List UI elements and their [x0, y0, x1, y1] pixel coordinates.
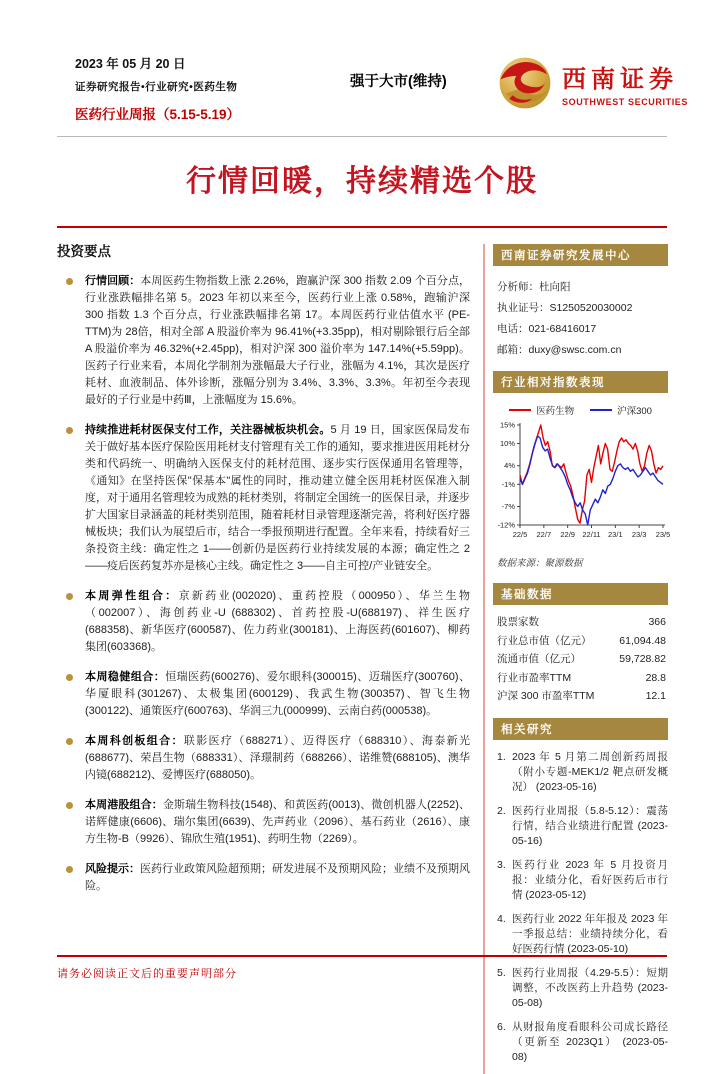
report-category: 证券研究报告•行业研究•医药生物 [75, 81, 238, 93]
related-research-item: 1. 2023 年 5 月第二周创新药周报 （附小专题-MEK1/2 靶点研发概况） (2023-05-16) [497, 750, 668, 793]
bullet-item [57, 797, 470, 848]
bullet-text: 本周稳健组合：恒瑞医药(600276)、爱尔眼科(300015)、迈瑞医疗(300760)、华厦眼科(301267)、太极集团(600129)、我武生物(300357)、智飞生物(300122)、通策医疗(600763)、华润三九(000999)、云南白药(000538)。 [85, 671, 470, 717]
sidebar [483, 244, 671, 1074]
index-chart-heading: 行业相对指数表现 [493, 371, 668, 393]
svg-text:22/5: 22/5 [512, 530, 528, 539]
svg-text:22/7: 22/7 [536, 530, 552, 539]
company-logo [497, 55, 688, 111]
basic-data-row: 流通市值（亿元） 59,728.82 [497, 653, 666, 665]
bullet-text: 行情回顾：本周医药生物指数上涨 2.26%，跑赢沪深 300 指数 2.09 个百分点，行业涨跌幅排名第 5。2023 年初以来至今，医药行业上涨 0.58%，跑输沪深 300 指数 1.3 个百分点，行业涨跌幅排名第 17。本周医药行业估值水平 (PE-TTM)为 28倍，相对全部 A 股溢价率为 96.41%(+3.35pp)，相对剔除银行后全部 A 股溢价率为 46.32%(+2.45pp)，相对沪深 300 溢价率为 147.14%(+5.59pp)。医药子行业来看，本周化学制剂为涨幅最大子行业，涨幅为 4.1%，其次是医疗耗材、血液制品、体外诊断，涨幅分别为 3.4%、3.3%、3.3%。年初至今表现最好的子行业是中药Ⅲ，上涨幅度为 15.6%。 [85, 275, 471, 406]
bullet-text: 本周弹性组合：京新药业(002020)、重药控股（000950）、华兰生物（002007）、海创药业-U (688302)、首药控股-U(688197)、祥生医疗(688358)、新华医疗(600587)、佐力药业(300181)、上海医药(601607)、柳药集团(603368)。 [85, 590, 470, 653]
basic-data-heading: 基础数据 [493, 583, 668, 605]
logo-name-cn: 西南证券 [562, 67, 678, 93]
svg-text:10%: 10% [499, 439, 515, 449]
svg-text:-7%: -7% [501, 501, 515, 511]
rating-badge: 强于大市(维持) [350, 74, 447, 90]
analyst-info-row: 执业证号：S1250520030002 [497, 302, 633, 314]
basic-data-row: 行业市盈率TTM 28.8 [497, 671, 666, 684]
report-series-title: 医药行业周报（5.15-5.19） [75, 107, 241, 122]
bullet-item [57, 669, 470, 720]
legend-swatch [590, 409, 612, 411]
report-date: 2023 年 05 月 20 日 [75, 57, 186, 71]
svg-text:23/3: 23/3 [631, 530, 647, 539]
analyst-info-row: 邮箱：duxy@swsc.com.cn [497, 344, 622, 356]
bullet-text: 持续推进耗材医保支付工作，关注器械板块机会。5 月 19 日，国家医保局发布关于做好基本医疗保险医用耗材支付管理有关工作的通知，要求推进医用耗材分类和代码统一、明确纳入医保支付的耗材范围、逐步实行医保通用名管理等，《通知》在坚持医保"保基本"属性的同时，推动建立健全医用耗材医保准入制度，对于通用名管理较为成熟的耗材类别，将制定全国统一的医保目录，并逐步扩大国家目录涵盖的耗材类别范围，随着耗材目录管理逐渐完善，将利好医疗器械板块；我们认为展望后市，结合一季报预期进行配置。全年来看，持续看好三条投资主线：确定性之 1——创新仍是医药行业持续发展的本源；确定性之 2——疫后医药复苏亦是核心主线。确定性之 3——自主可控/产业链安全。 [85, 424, 470, 572]
analyst-info [493, 266, 668, 371]
basic-data-row: 行业总市值（亿元） 61,094.48 [497, 634, 666, 647]
legend-swatch [509, 409, 531, 411]
bullet-item [57, 733, 470, 784]
bullet-dot-icon [66, 802, 73, 809]
related-research-heading: 相关研究 [493, 718, 668, 740]
legend-item: 沪深300 [590, 403, 652, 417]
research-center-heading: 西南证券研究发展中心 [493, 244, 668, 266]
legend-item: 医药生物 [509, 403, 574, 417]
bullet-text: 本周港股组合：金斯瑞生物科技(1548)、和黄医药(0013)、微创机器人(2252)、诺辉健康(6606)、瑞尔集团(6639)、先声药业（2096）、基石药业（2616）、康方生物-B（9926）、锦欣生殖(1951)、药明生物（2269）。 [85, 799, 471, 845]
index-chart-block [493, 393, 671, 583]
bullet-dot-icon [66, 674, 73, 681]
investment-points-heading: 投资要点 [57, 244, 111, 259]
bullet-item [57, 422, 470, 575]
header-divider [57, 136, 667, 137]
bullet-item [57, 588, 470, 656]
bullet-item [57, 273, 470, 409]
related-research-item: 3. 医药行业 2023 年 5 月投资月报：业绩分化，看好医药后市行情 (2023-05-12) [497, 858, 668, 901]
relative-index-chart [493, 419, 669, 541]
basic-data-row: 沪深 300 市盈率TTM 12.1 [497, 690, 666, 702]
related-research-item: 6. 从财报角度看眼科公司成长路径（更新至 2023Q1） (2023-05-08) [497, 1020, 668, 1063]
svg-text:22/11: 22/11 [582, 530, 601, 539]
related-research-item: 4. 医药行业 2022 年年报及 2023 年一季报总结：业绩持续分化，看好医药行情 (2023-05-10) [497, 912, 668, 955]
bullet-dot-icon [66, 593, 73, 600]
bullet-dot-icon [66, 427, 73, 434]
svg-text:23/5: 23/5 [655, 530, 671, 539]
footer [57, 955, 667, 982]
svg-text:22/9: 22/9 [560, 530, 575, 539]
related-research-list [493, 740, 668, 1065]
related-research-item: 5. 医药行业周报（4.29-5.5）：短期调整，不改医药上升趋势 (2023-05-08) [497, 966, 668, 1009]
svg-text:15%: 15% [499, 420, 515, 430]
title-divider [57, 226, 667, 228]
logo-text [562, 59, 688, 107]
svg-text:23/1: 23/1 [608, 530, 623, 539]
svg-text:4%: 4% [504, 461, 515, 471]
basic-data-table [493, 605, 668, 718]
footer-disclaimer: 请务必阅读正文后的重要声明部分 [57, 968, 237, 980]
analyst-info-row: 电话：021-68416017 [497, 323, 597, 335]
bullet-text: 本周科创板组合：联影医疗（688271）、迈得医疗（688310）、海泰新光(688677)、荣昌生物（688331）、泽璟制药（688266）、诺维赞(688105)、澳华内镜(688212)、爱博医疗(688050)。 [85, 735, 470, 781]
chart-source: 数据来源：聚源数据 [497, 559, 583, 569]
investment-points-column [57, 240, 470, 895]
related-research-item: 2. 医药行业周报（5.8-5.12）：震荡行情，结合业绩进行配置 (2023-05-16) [497, 804, 668, 847]
logo-globe-icon [497, 55, 553, 111]
analyst-info-row: 分析师：杜向阳 [497, 281, 571, 293]
logo-name-en: SOUTHWEST SECURITIES [562, 97, 689, 107]
bullet-dot-icon [66, 738, 73, 745]
bullet-item [57, 861, 470, 895]
bullet-dot-icon [66, 278, 73, 285]
bullet-text: 风险提示：医药行业政策风险超预期；研发进展不及预期风险；业绩不及预期风险。 [85, 863, 470, 892]
page-title: 行情回暖，持续精选个股 [186, 165, 538, 198]
bullet-list [57, 273, 470, 895]
chart-legend [493, 403, 668, 417]
report-header [75, 54, 355, 123]
basic-data-row: 股票家数 366 [497, 616, 666, 628]
svg-text:-12%: -12% [497, 520, 515, 530]
bullet-dot-icon [66, 866, 73, 873]
svg-text:-1%: -1% [501, 479, 515, 489]
